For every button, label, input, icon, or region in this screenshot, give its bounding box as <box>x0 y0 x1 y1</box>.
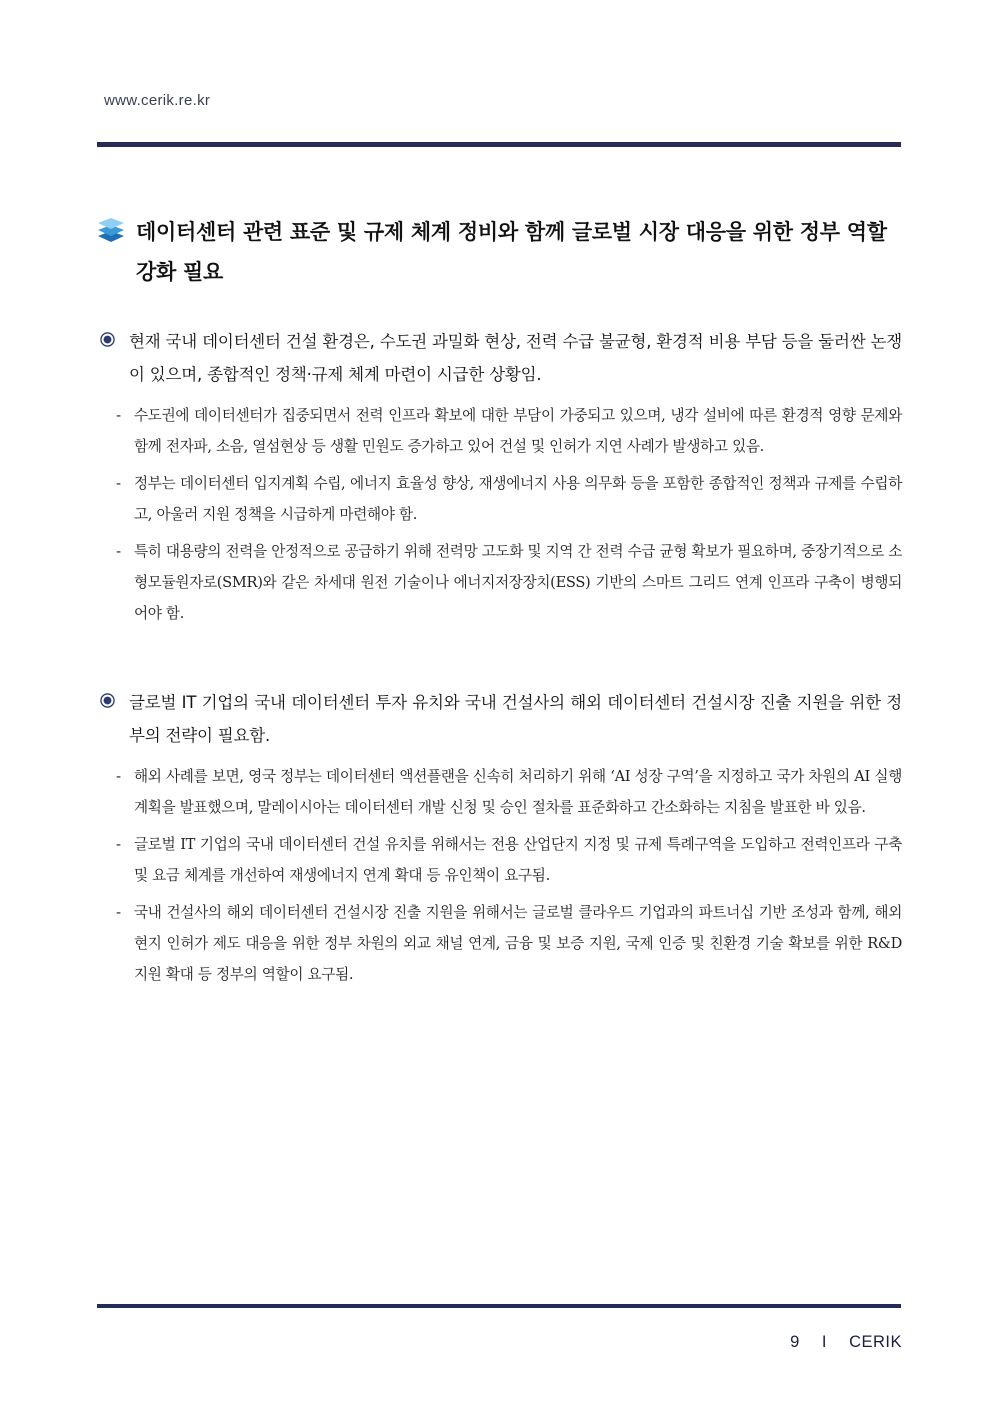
page-footer <box>790 1333 902 1352</box>
page-number: 9 <box>790 1333 800 1351</box>
header-rule <box>97 142 901 147</box>
dash-marker: - <box>116 474 122 492</box>
layers-icon <box>96 214 126 244</box>
main-point <box>100 686 902 752</box>
dash-marker: - <box>116 903 122 921</box>
sub-point <box>100 829 902 891</box>
dash-marker: - <box>116 406 122 424</box>
sub-point-text: 정부는 데이터센터 입지계획 수립, 에너지 효율성 향상, 재생에너지 사용 의무화 등을 포함한 종합적인 정책과 규제를 수립하고, 아울러 지원 정책을 시급하게 마련해야 함. <box>134 475 902 523</box>
dash-marker: - <box>116 835 122 853</box>
sub-point-text: 수도권에 데이터센터가 집중되면서 전력 인프라 확보에 대한 부담이 가중되고 있으며, 냉각 설비에 따른 환경적 영향 문제와 함께 전자파, 소음, 열섬현상 등 생활 민원도 증가하고 있어 건설 및 인허가 지연 사례가 발생하고 있음. <box>134 407 902 455</box>
site-url[interactable]: www.cerik.re.kr <box>104 92 211 109</box>
circle-bullet-icon <box>100 693 115 708</box>
sub-point-text: 해외 사례를 보면, 영국 정부는 데이터센터 액션플랜을 신속히 처리하기 위해 ‘AI 성장 구역’을 지정하고 국가 차원의 AI 실행 계획을 발표했으며, 말레이시아는 데이터센터 개발 신청 및 승인 절차를 표준화하고 간소화하는 지침을 발표한 바 있음. <box>134 768 902 816</box>
sub-point-text: 글로벌 IT 기업의 국내 데이터센터 건설 유치를 위해서는 전용 산업단지 지정 및 규제 특례구역을 도입하고 전력인프라 구축 및 요금 체계를 개선하여 재생에너지 연계 확대 등 유인책이 요구됨. <box>134 836 902 884</box>
main-point-text: 현재 국내 데이터센터 건설 환경은, 수도권 과밀화 현상, 전력 수급 불균형, 환경적 비용 부담 등을 둘러싼 논쟁이 있으며, 종합적인 정책·규제 체계 마련이 시급한 상황임. <box>129 332 902 384</box>
sub-point <box>100 468 902 530</box>
sub-point-list <box>100 400 902 629</box>
dash-marker: - <box>116 542 122 560</box>
dash-marker: - <box>116 767 122 785</box>
footer-separator: I <box>821 1333 827 1351</box>
circle-bullet-icon <box>100 332 115 347</box>
sub-point-list <box>100 761 902 990</box>
section-2 <box>100 686 902 996</box>
sub-point-text: 특히 대용량의 전력을 안정적으로 공급하기 위해 전력망 고도화 및 지역 간 전력 수급 균형 확보가 필요하며, 중장기적으로 소형모듈원자로(SMR)와 같은 차세대 원전 기술이나 에너지저장장치(ESS) 기반의 스마트 그리드 연계 인프라 구축이 병행되어야 함. <box>134 543 902 622</box>
footer-brand: CERIK <box>849 1333 902 1351</box>
footer-rule <box>97 1304 901 1308</box>
main-point <box>100 325 902 391</box>
section-heading <box>96 212 896 292</box>
main-point-text: 글로벌 IT 기업의 국내 데이터센터 투자 유치와 국내 건설사의 해외 데이터센터 건설시장 진출 지원을 위한 정부의 전략이 필요함. <box>129 693 902 745</box>
sub-point <box>100 897 902 990</box>
heading-text: 데이터센터 관련 표준 및 규제 체계 정비와 함께 글로벌 시장 대응을 위한 정부 역할 강화 필요 <box>136 220 887 284</box>
sub-point <box>100 761 902 823</box>
sub-point <box>100 536 902 629</box>
section-1 <box>100 325 902 635</box>
sub-point-text: 국내 건설사의 해외 데이터센터 건설시장 진출 지원을 위해서는 글로벌 클라우드 기업과의 파트너십 기반 조성과 함께, 해외 현지 인허가 제도 대응을 위한 정부 차원의 외교 채널 연계, 금융 및 보증 지원, 국제 인증 및 친환경 기술 확보를 위한 R&D 지원 확대 등 정부의 역할이 요구됨. <box>134 904 902 983</box>
sub-point <box>100 400 902 462</box>
